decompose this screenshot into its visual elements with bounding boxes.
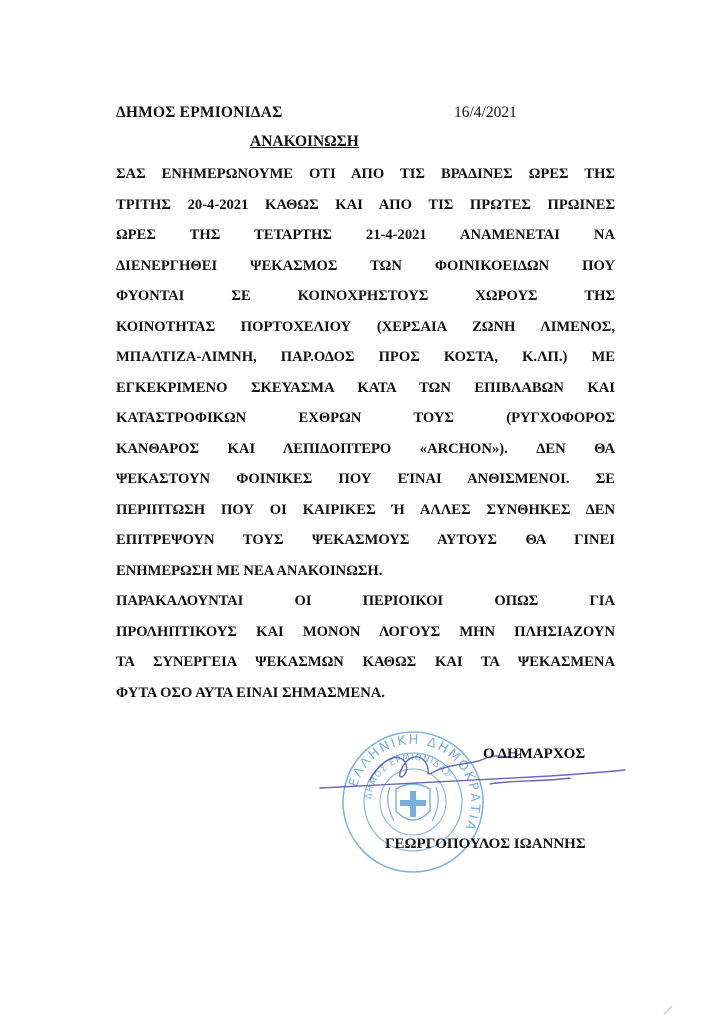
body-line: ΕΝΗΜΕΡΩΣΗ ΜΕ ΝΕΑ ΑΝΑΚΟΙΝΩΣΗ.: [116, 562, 383, 579]
body-line: ΤΡΙΤΗΣ 20-4-2021 ΚΑΘΩΣ ΚΑΙ ΑΠΟ ΤΙΣ ΠΡΩΤΕΣ ΠΡΩΙΝΕΣ: [116, 196, 615, 213]
body-line: ΠΑΡΑΚΑΛΟΥΝΤΑΙ ΟΙ ΠΕΡΙΟΙΚΟΙ ΟΠΩΣ ΓΙΑ: [116, 593, 615, 609]
body-line: ΤΑ ΣΥΝΕΡΓΕΙΑ ΨΕΚΑΣΜΩΝ ΚΑΘΩΣ ΚΑΙ ΤΑ ΨΕΚΑΣΜΕΝΑ: [116, 654, 615, 670]
announcement-body: [116, 159, 615, 708]
stamp-outer-text: ΕΛΛΗΝΙΚΗ ΔΗΜΟΚΡΑΤΙΑ: [346, 732, 483, 834]
body-line: ΔΙΕΝΕΡΓΗΘΕΙ ΨΕΚΑΣΜΟΣ ΤΩΝ ΦΟΙΝΙΚΟΕΙΔΩΝ ΠΟΥ: [116, 257, 615, 274]
signatory-name: ΓΕΩΡΓΟΠΟΥΛΟΣ ΙΩΑΝΝΗΣ: [385, 836, 586, 852]
body-line: ΚΟΙΝΟΤΗΤΑΣ ΠΟΡΤΟΧΕΛΙΟΥ (ΧΕΡΣΑΙΑ ΖΩΝΗ ΛΙΜΕΝΟΣ,: [116, 318, 615, 335]
scan-mark-icon: [662, 1004, 674, 1016]
body-line: ΦΥΤΑ ΟΣΟ ΑΥΤΑ ΕΙΝΑΙ ΣΗΜΑΣΜΕΝΑ.: [116, 684, 385, 701]
body-line: ΦΥΟΝΤΑΙ ΣΕ ΚΟΙΝΟΧΡΗΣΤΟΥΣ ΧΩΡΟΥΣ ΤΗΣ: [116, 288, 615, 304]
body-line: ΕΠΙΤΡΕΨΟΥΝ ΤΟΥΣ ΨΕΚΑΣΜΟΥΣ ΑΥΤΟΥΣ ΘΑ ΓΙΝΕΙ: [116, 532, 615, 548]
document-date: 16/4/2021: [454, 104, 517, 121]
municipality-name: ΔΗΜΟΣ ΕΡΜΙΟΝΙΔΑΣ: [116, 104, 283, 121]
body-line: ΕΓΚΕΚΡΙΜΕΝΟ ΣΚΕΥΑΣΜΑ ΚΑΤΑ ΤΩΝ ΕΠΙΒΛΑΒΩΝ ΚΑΙ: [116, 379, 615, 396]
body-line: ΠΡΟΛΗΠΤΙΚΟΥΣ ΚΑΙ ΜΟΝΟΝ ΛΟΓΟΥΣ ΜΗΝ ΠΛΗΣΙΑΖΟΥΝ: [116, 623, 615, 640]
signatory-role: Ο ΔΗΜΑΡΧΟΣ: [483, 746, 586, 762]
body-line: ΚΑΝΘΑΡΟΣ ΚΑΙ ΛΕΠΙΔΟΠΤΕΡΟ «ARCHON»). ΔΕΝ ΘΑ: [116, 440, 615, 457]
body-line: ΚΑΤΑΣΤΡΟΦΙΚΩΝ ΕΧΘΡΩΝ ΤΟΥΣ (ΡΥΓΧΟΦΟΡΟΣ: [116, 410, 615, 426]
stamp-inner-text: ΔΗΜΟΣ ΕΡΜΙΟΝΙΔΑΣ: [364, 752, 453, 800]
body-line: ΠΕΡΙΠΤΩΣΗ ΠΟΥ ΟΙ ΚΑΙΡΙΚΕΣ Ή ΑΛΛΕΣ ΣΥΝΘΗΚΕΣ ΔΕΝ: [116, 501, 615, 518]
body-line: ΩΡΕΣ ΤΗΣ ΤΕΤΑΡΤΗΣ 21-4-2021 ΑΝΑΜΕΝΕΤΑΙ ΝΑ: [116, 227, 615, 243]
body-line: ΨΕΚΑΣΤΟΥΝ ΦΟΙΝΙΚΕΣ ΠΟΥ ΕΊΝΑΙ ΑΝΘΙΣΜΕΝΟΙ. ΣΕ: [116, 471, 615, 487]
body-line: ΜΠΑΛΤΙΖΑ-ΛΙΜΝΗ, ΠΑΡ.ΟΔΟΣ ΠΡΟΣ ΚΟΣΤΑ, Κ.ΛΠ.) ΜΕ: [116, 349, 615, 365]
document-title: ΑΝΑΚΟΙΝΩΣΗ: [250, 133, 359, 150]
body-line: ΣΑΣ ΕΝΗΜΕΡΩΝΟΥΜΕ ΟΤΙ ΑΠΟ ΤΙΣ ΒΡΑΔΙΝΕΣ ΩΡΕΣ ΤΗΣ: [116, 166, 615, 182]
